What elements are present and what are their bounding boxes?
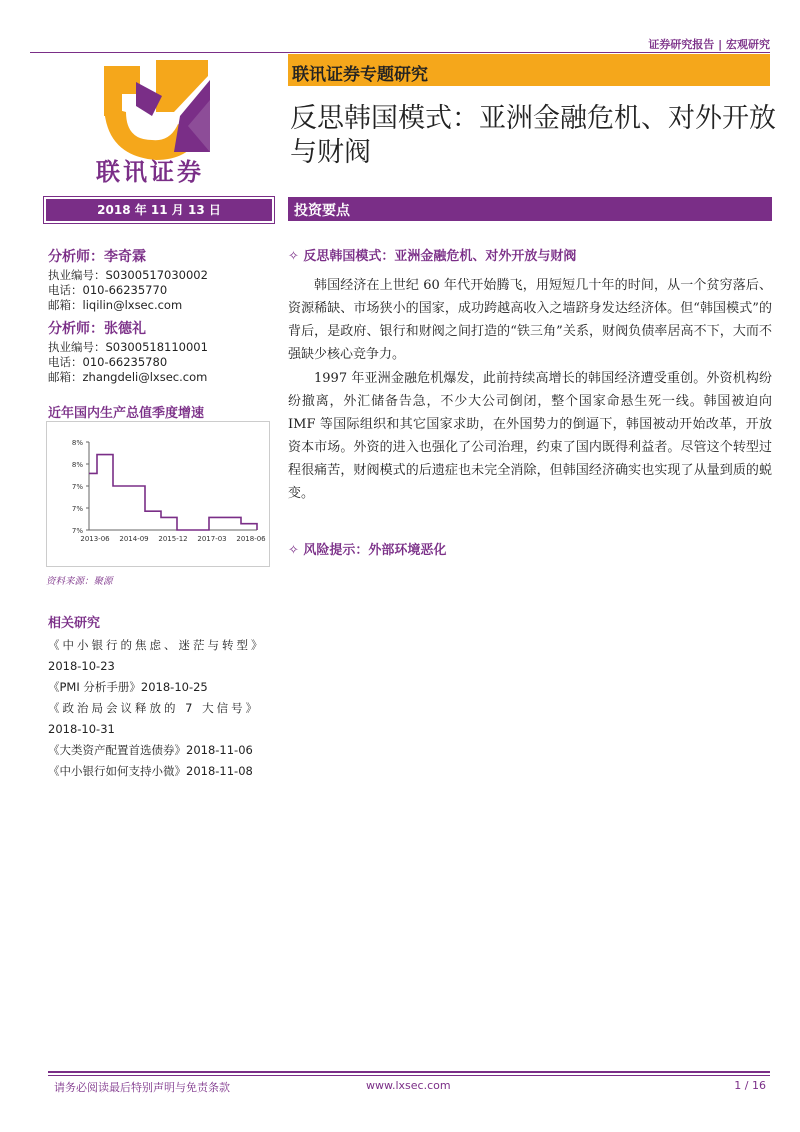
related-item[interactable]: 《中小银行的焦虑、迷茫与转型》 [48, 638, 266, 652]
series-banner [288, 54, 770, 86]
analyst-email[interactable]: 邮箱：zhangdeli@lxsec.com [48, 370, 208, 384]
y-tick-label: 7% [71, 527, 83, 535]
footer-disclaimer[interactable]: 请务必阅读最后特别声明与免责条款 [54, 1081, 230, 1094]
x-tick-label: 2018-06 [236, 535, 266, 543]
section-title: 投资要点 [294, 203, 350, 219]
report-date: 2018 年 11 月 13 日 [46, 199, 272, 221]
x-tick-label: 2013-06 [80, 535, 110, 543]
related-heading: 相关研究 [48, 616, 101, 631]
x-tick-label: 2015-12 [158, 535, 188, 543]
report-type-label: 证券研究报告 | 宏观研究 [648, 38, 770, 51]
chart-source: 资料来源：聚源 [46, 576, 113, 587]
related-item[interactable]: 《中小银行如何支持小微》2018-11-08 [48, 764, 253, 778]
y-tick-label: 8% [71, 461, 83, 469]
gdp-series-line [89, 455, 257, 530]
related-item[interactable]: 《政治局会议释放的 7 大信号》 [48, 701, 261, 715]
y-tick-label: 7% [71, 483, 83, 491]
related-item-date: 2018-10-31 [48, 722, 115, 736]
footer-divider [48, 1071, 770, 1073]
gdp-chart-frame [46, 421, 270, 567]
analyst-email[interactable]: 邮箱：liqilin@lxsec.com [48, 298, 183, 312]
gdp-line-chart [47, 422, 269, 566]
related-item[interactable]: 《大类资产配置首选债券》2018-11-06 [48, 743, 253, 757]
footer-url[interactable]: www.lxsec.com [366, 1079, 451, 1092]
related-item[interactable]: 《PMI 分析手册》2018-10-25 [48, 680, 208, 694]
page-number: 1 / 16 [734, 1079, 766, 1092]
series-title: 联讯证券专题研究 [292, 65, 428, 85]
analyst-block-2 [48, 318, 208, 385]
chart-title: 近年国内生产总值季度增速 [48, 406, 205, 421]
paragraph-2: 1997 年亚洲金融危机爆发，此前持续高增长的韩国经济遭受重创。外资机构纷纷撤离，外汇储备告急，不少大公司倒闭，整个国家命悬生死一线。韩国被迫向 IMF 等国际组织和其它国家求助，在外国势力的倒逼下，韩国被动开始改革，开放资本市场。外资的进入也强化了公司治理，约束了国内既得利益者。尽管这个转型过程很痛苦，财阀模式的后遗症也未完全消除，但韩国经济确实也实现了从量到质的蜕变。 [288, 371, 772, 501]
analyst-phone: 电话：010-66235770 [48, 283, 168, 297]
key-point-title: ✧ 反思韩国模式：亚洲金融危机、对外开放与财阀 [288, 249, 577, 264]
x-tick-label: 2014-09 [119, 535, 149, 543]
risk-warning-title: ✧ 风险提示：外部环境恶化 [288, 543, 447, 558]
analyst-name: 分析师：张德礼 [48, 321, 146, 337]
paragraph-1: 韩国经济在上世纪 60 年代开始腾飞，用短短几十年的时间，从一个贫穷落后、资源稀缺、市场狭小的国家，成功跨越高收入之墙跻身发达经济体。但“韩国模式”的背后，是政府、银行和财阀之间打造的“铁三角”关系，财阀负债率居高不下，大而不强缺少核心竞争力。 [288, 278, 772, 362]
section-banner [288, 197, 772, 221]
header-divider [30, 52, 770, 53]
analyst-license: 执业编号：S0300517030002 [48, 268, 208, 282]
analyst-block-1 [48, 246, 208, 313]
report-title: 反思韩国模式：亚洲金融危机、对外开放与财阀 [290, 103, 776, 168]
related-item-date: 2018-10-23 [48, 659, 115, 673]
x-tick-label: 2017-03 [197, 535, 227, 543]
y-tick-label: 7% [71, 505, 83, 513]
y-tick-label: 8% [71, 439, 83, 447]
analyst-license: 执业编号：S0300518110001 [48, 340, 208, 354]
analyst-name: 分析师：李奇霖 [48, 249, 146, 265]
analyst-phone: 电话：010-66235780 [48, 355, 168, 369]
footer-divider-thin [48, 1075, 770, 1076]
brand-logo-text: 联讯证券 [96, 158, 204, 186]
related-research [48, 612, 270, 782]
